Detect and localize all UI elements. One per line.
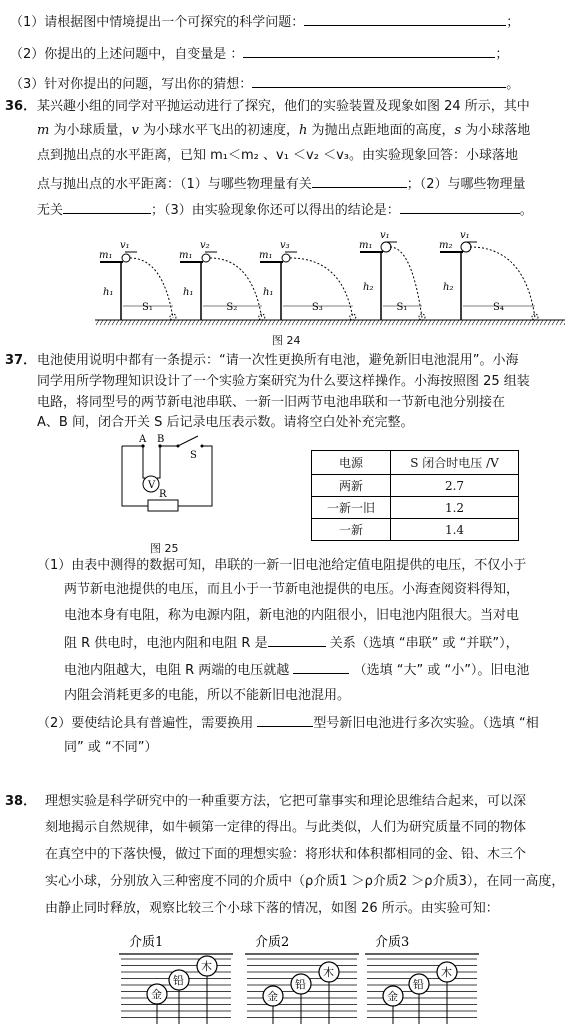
ground-hatch	[356, 320, 359, 325]
ground-hatch	[108, 320, 111, 325]
ground-hatch	[128, 320, 131, 325]
answer-blank[interactable]	[268, 633, 326, 647]
distance-label: S₄	[493, 302, 504, 313]
question-number: 36．	[5, 99, 37, 114]
ground-hatch	[208, 320, 211, 325]
ground-hatch	[380, 320, 383, 325]
q35-text: （2）你提出的上述问题中，自变量是 ：	[10, 47, 244, 62]
punct: 。	[506, 77, 520, 92]
q35-line2	[10, 44, 508, 63]
ground-hatch	[348, 320, 351, 325]
q37-line3: 电路，将同型号的两节新电池串联、一新一旧两节电池串联和一节新电池分别接在	[37, 395, 506, 410]
ground-hatch	[404, 320, 407, 325]
table-cell: 1.2	[391, 497, 519, 519]
answer-blank[interactable]	[63, 200, 151, 214]
q37-p1-line4: 阻 R 供电时，电池内阻和电阻 R 是 关系（选填 “串联” 或 “并联”），	[64, 633, 519, 652]
medium-label: 介质3	[375, 935, 410, 950]
q35-line3	[10, 74, 519, 93]
answer-blank[interactable]	[400, 200, 520, 214]
q36-line3: 点到抛出点的水平距离，已知 m₁＜m₂ 、v₁ ＜v₂ ＜v₃。由实验现象回答：小球落地	[37, 148, 518, 163]
ground-hatch	[252, 320, 255, 325]
ground-hatch	[204, 320, 207, 325]
ground-hatch	[188, 320, 191, 325]
ground-hatch	[400, 320, 403, 325]
ground-hatch	[516, 320, 519, 325]
switch-blade	[160, 436, 198, 446]
ground-hatch	[424, 320, 427, 325]
ground-hatch	[396, 320, 399, 325]
ground-hatch	[392, 320, 395, 325]
velocity-label: v₁	[120, 240, 130, 251]
ground-hatch	[264, 320, 267, 325]
distance-label: S₂	[226, 302, 238, 313]
figure-24-projectile	[95, 222, 565, 330]
ground-hatch	[444, 320, 447, 325]
ground-hatch	[228, 320, 231, 325]
ground-hatch	[104, 320, 107, 325]
table-row	[312, 519, 519, 541]
ground-hatch	[384, 320, 387, 325]
ground-hatch	[540, 320, 543, 325]
q38-line5: 由静止同时释放，观察比较三个小球下落的情况，如图 26 所示。由实验可知：	[45, 901, 499, 916]
q37-p1-line5: 电池内阻越大，电阻 R 两端的电压就越 （选填 “大” 或 “小”）。旧电池	[64, 660, 529, 679]
ground-hatch	[560, 320, 563, 325]
var-h: h	[298, 123, 308, 138]
table-cell: 1.4	[391, 519, 519, 541]
ground-hatch	[304, 320, 307, 325]
ground-hatch	[544, 320, 547, 325]
switch-label: S	[190, 450, 197, 461]
ground-hatch	[164, 320, 167, 325]
ground-hatch	[320, 320, 323, 325]
landed-ball	[259, 314, 265, 320]
table-header: 电源	[312, 451, 391, 475]
landed-ball	[170, 314, 176, 320]
ground-hatch	[448, 320, 451, 325]
ground-hatch	[340, 320, 343, 325]
ground-hatch	[268, 320, 271, 325]
answer-blank[interactable]	[312, 174, 407, 188]
ground-hatch	[336, 320, 339, 325]
ground-hatch	[260, 320, 263, 325]
q35-text: （3）针对你提出的问题，写出你的猜想：	[10, 77, 253, 92]
table-row	[312, 497, 519, 519]
ground-hatch	[136, 320, 139, 325]
ground-hatch	[324, 320, 327, 325]
ground-hatch	[144, 320, 147, 325]
table-cell: 2.7	[391, 475, 519, 497]
ground-hatch	[548, 320, 551, 325]
ground-hatch	[212, 320, 215, 325]
q36-line2: m 为小球质量，v 为小球水平飞出的初速度，h 为抛出点距地面的高度，s 为小球落地	[37, 123, 531, 138]
ball-label: 金	[387, 990, 398, 1003]
ground-hatch	[388, 320, 391, 325]
height-label: h₁	[183, 287, 194, 298]
table-row	[312, 475, 519, 497]
mass-label: m₁	[99, 250, 113, 261]
ground-hatch	[552, 320, 555, 325]
ground-hatch	[520, 320, 523, 325]
ground-hatch	[196, 320, 199, 325]
ground-hatch	[112, 320, 115, 325]
ball-label: 金	[151, 988, 162, 1001]
ground-hatch	[476, 320, 479, 325]
ground-hatch	[276, 320, 279, 325]
q37-p1-line2: 两节新电池提供的电压，而且小于一节新电池提供的电压。小海查阅资料得知，	[64, 582, 520, 597]
ground-hatch	[116, 320, 119, 325]
resistor-label: R	[159, 489, 167, 500]
velocity-label: v₂	[200, 240, 210, 251]
ground-hatch	[240, 320, 243, 325]
ground-hatch	[564, 320, 565, 325]
ground-hatch	[244, 320, 247, 325]
ground-hatch	[456, 320, 459, 325]
ball-label: 铅	[173, 974, 184, 987]
figure-24-caption: 图 24	[272, 334, 301, 347]
answer-blank[interactable]	[243, 44, 495, 58]
mass-label: m₁	[259, 250, 273, 261]
ground-hatch	[148, 320, 151, 325]
ground-hatch	[428, 320, 431, 325]
landed-ball	[350, 314, 356, 320]
punct: ；	[495, 47, 509, 62]
q38-line3: 在真空中的下落快慢，做过下面的理想实验：将形状和体积都相同的金、铅、木三个	[45, 847, 527, 862]
ground-hatch	[288, 320, 291, 325]
q36-line5: 无关 ；（3）由实验现象你还可以得出的结论是： 。	[37, 200, 533, 219]
table-header: S 闭合时电压 /V	[391, 451, 519, 475]
terminal-b-label: B	[157, 434, 165, 445]
q36-line4: 点与抛出点的水平距离：（1）与哪些物理量有关 ；（2）与哪些物理量	[37, 174, 526, 193]
ground-hatch	[328, 320, 331, 325]
table-cell: 一新一旧	[312, 497, 391, 519]
ground-hatch	[160, 320, 163, 325]
figure-25-caption: 图 25	[150, 542, 179, 555]
ball-label: 铅	[295, 978, 306, 991]
ground-hatch	[312, 320, 315, 325]
ground-hatch	[132, 320, 135, 325]
ground-hatch	[556, 320, 559, 325]
q37-line2: 同学用所学物理知识设计了一个实验方案研究为什么要这样操作。小海按照图 25 组装	[37, 374, 530, 389]
ground-hatch	[472, 320, 475, 325]
ground-hatch	[420, 320, 423, 325]
ground-hatch	[508, 320, 511, 325]
ball	[202, 254, 210, 262]
q37-line1: 电池使用说明中都有一条提示：“请一次性更换所有电池，避免新旧电池混用”。小海	[37, 353, 519, 368]
ground-hatch	[100, 320, 103, 325]
ground-hatch	[256, 320, 259, 325]
ground-hatch	[220, 320, 223, 325]
ground-hatch	[412, 320, 415, 325]
height-label: h₁	[103, 287, 114, 298]
ground-hatch	[408, 320, 411, 325]
mass-label: m₂	[439, 240, 453, 251]
ground-hatch	[532, 320, 535, 325]
medium-label: 介质2	[255, 935, 290, 950]
ground-hatch	[440, 320, 443, 325]
ground-hatch	[96, 320, 99, 325]
distance-label: S₁	[396, 302, 408, 313]
table-header-row	[312, 451, 519, 475]
q37-line4: A、B 间，闭合开关 S 后记录电压表示数。请将空白处补充完整。	[37, 415, 414, 430]
answer-blank[interactable]	[257, 713, 313, 727]
var-m: m	[37, 123, 50, 138]
ground-hatch	[120, 320, 123, 325]
ground-hatch	[352, 320, 355, 325]
ground-hatch	[436, 320, 439, 325]
ground-hatch	[480, 320, 483, 325]
ground-hatch	[152, 320, 155, 325]
answer-blank[interactable]	[304, 12, 506, 26]
ground-hatch	[168, 320, 171, 325]
ground-hatch	[416, 320, 419, 325]
wire	[122, 446, 148, 506]
ground-hatch	[224, 320, 227, 325]
ground-hatch	[184, 320, 187, 325]
ground-hatch	[248, 320, 251, 325]
ground-hatch	[172, 320, 175, 325]
ground-hatch	[504, 320, 507, 325]
ground-hatch	[360, 320, 363, 325]
ground-hatch	[452, 320, 455, 325]
ground-hatch	[484, 320, 487, 325]
ground-hatch	[272, 320, 275, 325]
voltmeter-label: V	[148, 480, 156, 491]
ground-hatch	[316, 320, 319, 325]
ground-hatch	[332, 320, 335, 325]
mass-label: m₁	[179, 250, 193, 261]
ground-hatch	[464, 320, 467, 325]
var-s: s	[454, 123, 462, 138]
ball	[381, 242, 391, 252]
q37-p1-line1: （1）由表中测得的数据可知，串联的一新一旧电池给定值电阻提供的电压，不仅小于	[37, 558, 527, 573]
wire	[143, 446, 160, 463]
ball-label: 金	[267, 990, 278, 1003]
ground-hatch	[292, 320, 295, 325]
ground-hatch	[344, 320, 347, 325]
figure-25-circuit	[110, 434, 220, 516]
ground-hatch	[432, 320, 435, 325]
ground-hatch	[488, 320, 491, 325]
var-v: v	[131, 123, 139, 138]
ground-hatch	[528, 320, 531, 325]
ground-hatch	[200, 320, 203, 325]
height-label: h₁	[263, 287, 274, 298]
ground-hatch	[296, 320, 299, 325]
ground-hatch	[500, 320, 503, 325]
ground-hatch	[180, 320, 183, 325]
q38-line2: 刻地揭示自然规律，如牛顿第一定律的得出。与此类似，人们为研究质量不同的物体	[45, 820, 527, 835]
question-number: 37．	[5, 353, 37, 368]
ball-label: 木	[323, 966, 334, 979]
velocity-label: v₁	[380, 230, 390, 241]
ball-label: 木	[441, 966, 452, 979]
ground-hatch	[536, 320, 539, 325]
height-label: h₂	[443, 282, 454, 293]
figure-26-media	[115, 928, 490, 1027]
ball	[461, 242, 471, 252]
ground-hatch	[512, 320, 515, 325]
height-label: h₂	[363, 282, 374, 293]
ground-hatch	[284, 320, 287, 325]
resistor	[148, 500, 178, 511]
ground-hatch	[140, 320, 143, 325]
distance-label: S₁	[142, 302, 153, 313]
q35-line1	[10, 12, 519, 31]
ground-hatch	[300, 320, 303, 325]
q37-p1-line6: 内阻会消耗更多的电能，所以不能新旧电池混用。	[64, 688, 351, 703]
wire	[143, 473, 160, 478]
q37-p2-line2: 同” 或 “不同”）	[64, 740, 158, 755]
ground-hatch	[280, 320, 283, 325]
velocity-label: v₃	[280, 240, 290, 251]
q38-line4: 实心小球，分别放入三种密度不同的介质中（ρ介质1 ＞ρ介质2 ＞ρ介质3），在同一高度，	[45, 874, 565, 889]
ground-hatch	[372, 320, 375, 325]
ground-hatch	[368, 320, 371, 325]
ground-hatch	[460, 320, 463, 325]
terminal-a-label: A	[139, 434, 147, 445]
ball	[282, 254, 290, 262]
answer-blank[interactable]	[252, 74, 506, 88]
answer-blank[interactable]	[293, 660, 349, 674]
q35-text: （1）请根据图中情境提出一个可探究的科学问题：	[10, 15, 305, 30]
ground-hatch	[376, 320, 379, 325]
ground-hatch	[468, 320, 471, 325]
q37-p1-line3: 电池本身有电阻，称为电源内阻，新电池的内阻很小，旧电池内阻很大。当对电	[64, 608, 520, 623]
ground-hatch	[156, 320, 159, 325]
ground-hatch	[308, 320, 311, 325]
ground-hatch	[496, 320, 499, 325]
ground-hatch	[192, 320, 195, 325]
distance-label: S₃	[311, 302, 323, 313]
ball	[122, 254, 130, 262]
ground-hatch	[524, 320, 527, 325]
ball-label: 铅	[413, 978, 424, 991]
punct: ；	[506, 15, 520, 30]
question-number: 38．	[5, 794, 37, 809]
ground-hatch	[216, 320, 219, 325]
ground-hatch	[492, 320, 495, 325]
q37-p2-line1: （2）要使结论具有普遍性，需要换用 型号新旧电池进行多次实验。（选填 “相	[37, 713, 539, 732]
voltage-table	[311, 450, 519, 541]
ground-hatch	[124, 320, 127, 325]
ground-hatch	[176, 320, 179, 325]
mass-label: m₁	[359, 240, 373, 251]
ball-label: 木	[201, 960, 212, 973]
ground-hatch	[232, 320, 235, 325]
velocity-label: v₁	[460, 230, 470, 241]
table-cell: 两新	[312, 475, 391, 497]
table-cell: 一新	[312, 519, 391, 541]
q38-line1: 理想实验是科学研究中的一种重要方法，它把可靠事实和理论思维结合起来，可以深	[45, 794, 527, 809]
q36-line1: 某兴趣小组的同学对平抛运动进行了探究，他们的实验装置及现象如图 24 所示，其中	[37, 99, 530, 114]
medium-label: 介质1	[129, 935, 164, 950]
ground-hatch	[364, 320, 367, 325]
ground-hatch	[236, 320, 239, 325]
